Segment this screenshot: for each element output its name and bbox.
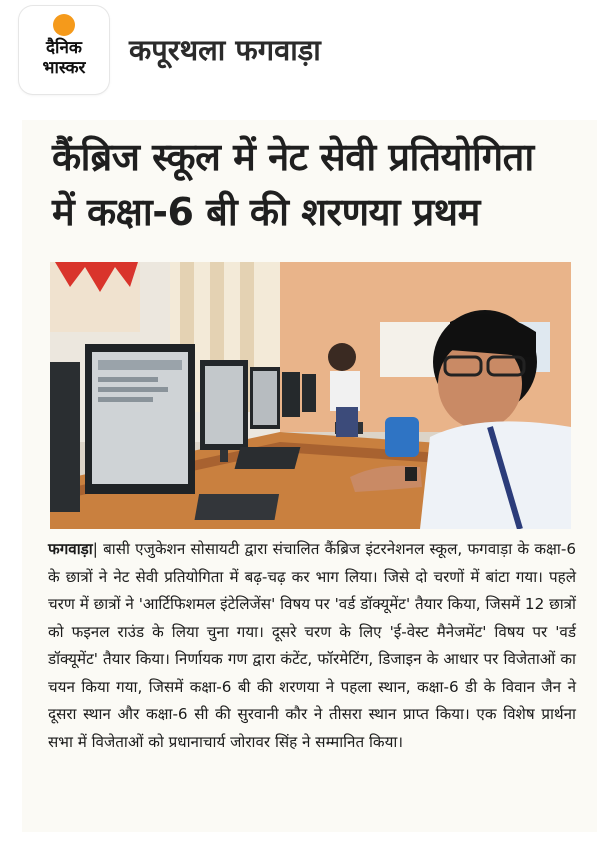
dainik-bhaskar-logo[interactable] xyxy=(19,6,109,94)
article-body-text: | बासी एजुकेशन सोसायटी द्वारा संचालित कैंब्रिज इंटरनेशनल स्कूल, फगवाड़ा के कक्षा-6 के छात्रों ने नेट सेवी प्रतियोगिता में बढ़-चढ़ कर भाग लिया। जिसे दो चरणों में बांटा गया। पहले चरण में छात्रों ने 'आर्टिफिशमल इंटेलिजेंस' विषय पर 'वर्ड डॉक्यूमेंट' तैयार किया, जिसमें 12 छात्रों को फइनल राउंड के लिया चुना गया। दूसरे चरण के लिए 'ई-वेस्ट मैनेजमेंट' विषय पर 'वर्ड डॉक्यूमेंट' तैयार किया। निर्णायक गण द्वारा कंटेंट, फॉरमेटिंग, डिजाइन के आधार पर विजेताओं का चयन किया गया, जिसमें कक्षा-6 बी की शरणया ने पहला स्थान, कक्षा-6 डी के विवान जैन ने दूसरा स्थान और कक्षा-6 सी की सुरवानी कौर ने तीसरा स्थान प्राप्त किया। एक विशेष प्रार्थना सभा में विजेताओं को प्रधानाचार्य जोरावर सिंह ने सम्मानित किया। xyxy=(48,540,576,751)
article-dateline: फगवाड़ा xyxy=(48,540,93,558)
app-header xyxy=(0,0,603,112)
edition-title: कपूरथला फगवाड़ा xyxy=(129,33,321,67)
sun-icon xyxy=(53,14,75,36)
article-photo xyxy=(50,262,571,529)
article-body xyxy=(48,536,576,756)
news-clipping xyxy=(22,120,597,832)
logo-text-line1: दैनिक xyxy=(46,38,82,58)
logo-text-line2: भास्कर xyxy=(42,58,86,78)
article-headline: कैंब्रिज स्कूल में नेट सेवी प्रतियोगिता में कक्षा-6 बी की शरणया प्रथम xyxy=(52,135,534,234)
